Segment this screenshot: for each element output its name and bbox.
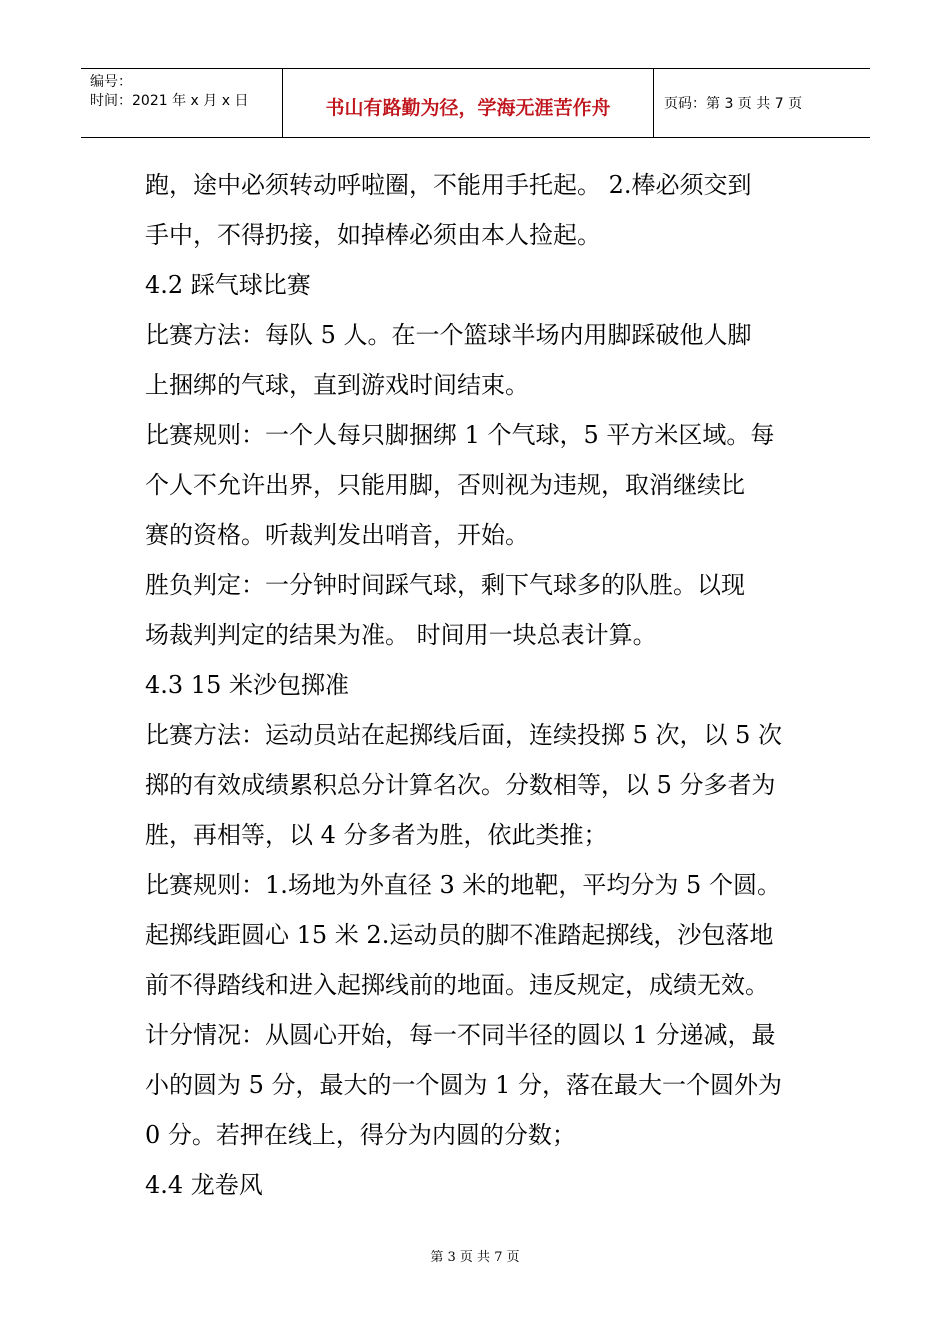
- paragraph-line: 比赛方法：每队 5 人。在一个篮球半场内用脚踩破他人脚: [145, 321, 752, 349]
- paragraph-line: 0 分。若押在线上，得分为内圆的分数；: [145, 1121, 576, 1149]
- header-meta-cell: [81, 69, 283, 137]
- document-body: [145, 160, 825, 1210]
- header-page-info: 页码：第 3 页 共 7 页: [664, 96, 803, 112]
- document-date-label: 时间：2021 年 x 月 x 日: [90, 93, 249, 109]
- paragraph-line: 胜，再相等，以 4 分多者为胜，依此类推；: [145, 821, 608, 849]
- paragraph-line: 比赛规则：1.场地为外直径 3 米的地靶，平均分为 5 个圆。: [145, 871, 781, 899]
- paragraph-line: 手中，不得扔接，如掉棒必须由本人捡起。: [145, 221, 601, 249]
- header-motto-cell: [283, 69, 654, 137]
- paragraph-line: 胜负判定：一分钟时间踩气球，剩下气球多的队胜。以现: [145, 571, 745, 599]
- paragraph-line: 赛的资格。听裁判发出哨音，开始。: [145, 521, 529, 549]
- document-header: [81, 68, 870, 138]
- paragraph-line: 起掷线距圆心 15 米 2.运动员的脚不准踏起掷线，沙包落地: [145, 921, 774, 949]
- section-heading-4-3: 4.3 15 米沙包掷准: [145, 671, 349, 699]
- paragraph-line: 跑，途中必须转动呼啦圈，不能用手托起。 2.棒必须交到: [145, 171, 752, 199]
- paragraph-line: 比赛规则：一个人每只脚捆绑 1 个气球，5 平方米区域。每: [145, 421, 775, 449]
- paragraph-line: 前不得踏线和进入起掷线前的地面。违反规定，成绩无效。: [145, 971, 769, 999]
- section-heading-4-2: 4.2 踩气球比赛: [145, 271, 311, 299]
- header-motto: 书山有路勤为径，学海无涯苦作舟: [325, 97, 611, 119]
- document-number-label: 编号：: [90, 74, 132, 90]
- section-heading-4-4: 4.4 龙卷风: [145, 1171, 263, 1199]
- header-page-cell: [654, 69, 870, 137]
- paragraph-line: 计分情况：从圆心开始，每一不同半径的圆以 1 分递减，最: [145, 1021, 776, 1049]
- paragraph-line: 上捆绑的气球，直到游戏时间结束。: [145, 371, 529, 399]
- paragraph-line: 掷的有效成绩累积总分计算名次。分数相等，以 5 分多者为: [145, 771, 776, 799]
- page-footer: 第 3 页 共 7 页: [430, 1250, 520, 1265]
- paragraph-line: 场裁判判定的结果为准。 时间用一块总表计算。: [145, 621, 657, 649]
- paragraph-line: 比赛方法：运动员站在起掷线后面，连续投掷 5 次，以 5 次: [145, 721, 783, 749]
- paragraph-line: 个人不允许出界，只能用脚，否则视为违规，取消继续比: [145, 471, 745, 499]
- paragraph-line: 小的圆为 5 分，最大的一个圆为 1 分，落在最大一个圆外为: [145, 1071, 783, 1099]
